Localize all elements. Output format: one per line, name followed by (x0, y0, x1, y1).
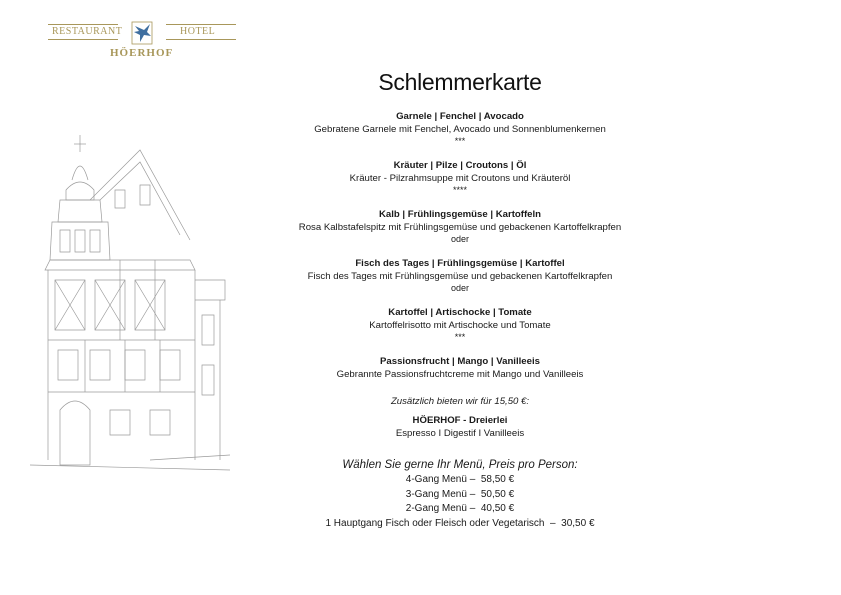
price-line: 3-Gang Menü – 50,50 € (405, 488, 515, 500)
course-separator: **** (452, 185, 467, 195)
logo-rule (48, 24, 118, 25)
course-separator: *** (454, 332, 466, 342)
course-heading: Kräuter | Pilze | Croutons | Öl (393, 160, 527, 171)
course-description: Gebratene Garnele mit Fenchel, Avocado und Sonnenblumenkernen (314, 124, 606, 135)
restaurant-logo (48, 20, 236, 62)
course-heading: Kalb | Frühlingsgemüse | Kartoffeln (378, 209, 542, 220)
course-heading: Fisch des Tages | Frühlingsgemüse | Kartoffel (355, 258, 565, 269)
course-description: Fisch des Tages mit Frühlingsgemüse und gebackenen Kartoffelkrapfen (307, 271, 613, 282)
extra-offer-description: Espresso I Digestif I Vanilleeis (395, 428, 525, 439)
course-description: Rosa Kalbstafelspitz mit Frühlingsgemüse und gebackenen Kartoffelkrapfen (298, 222, 622, 233)
bird-emblem-icon (126, 20, 158, 46)
prices-intro: Wählen Sie gerne Ihr Menü, Preis pro Person: (342, 459, 578, 471)
course-soup (200, 159, 720, 196)
logo-word-restaurant: RESTAURANT (52, 26, 123, 37)
course-heading: Kartoffel | Artischocke | Tomate (388, 307, 532, 318)
menu-title: Schlemmerkarte (378, 69, 542, 95)
course-separator: *** (454, 136, 466, 146)
course-main-veal (200, 208, 720, 245)
logo-word-hotel: HOTEL (180, 26, 216, 37)
course-heading: Garnele | Fenchel | Avocado (396, 111, 524, 122)
course-heading: Passionsfrucht | Mango | Vanilleeis (380, 356, 540, 367)
price-line: 2-Gang Menü – 40,50 € (405, 503, 515, 514)
course-description: Kartoffelrisotto mit Artischocke und Tomate (369, 320, 551, 331)
price-line: 4-Gang Menü – 58,50 € (405, 474, 515, 485)
course-main-vegetarian (200, 306, 720, 343)
extra-offer-intro: Zusätzlich bieten wir für 15,50 €: (390, 396, 530, 407)
course-separator: oder (450, 234, 469, 244)
logo-rule (48, 39, 118, 40)
menu-card (200, 64, 720, 531)
course-description: Kräuter - Pilzrahmsuppe mit Croutons und Kräuteröl (349, 173, 571, 184)
course-starter (200, 110, 720, 147)
logo-rule (166, 39, 236, 40)
course-main-fish (200, 257, 720, 294)
price-line: 1 Hauptgang Fisch oder Fleisch oder Vegetarisch – 30,50 € (325, 517, 595, 529)
course-separator: oder (450, 283, 469, 293)
logo-name: HÖERHOF (110, 47, 174, 59)
course-description: Gebrannte Passionsfruchtcreme mit Mango und Vanilleeis (336, 369, 584, 380)
logo-rule (166, 24, 236, 25)
extra-offer-heading: HÖERHOF - Dreierlei (412, 415, 508, 426)
course-dessert (200, 355, 720, 381)
